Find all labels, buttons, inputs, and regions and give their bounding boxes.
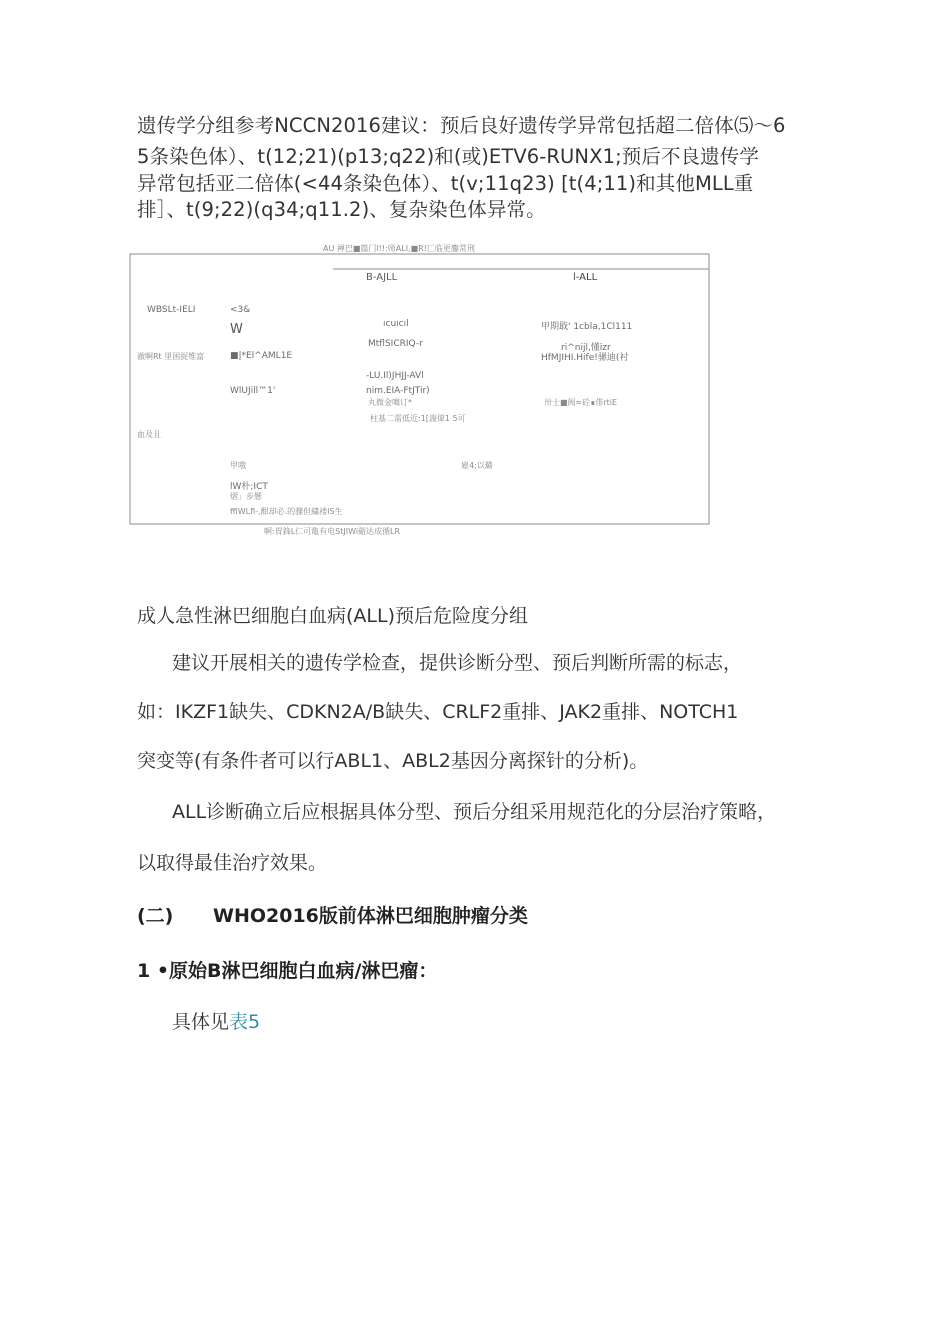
table-cell: lW朴;ICT <box>230 482 268 492</box>
para-strategy-line-1: ALL诊断确立后应根据具体分型、预后分组采用规范化的分层治疗策略， <box>172 801 777 823</box>
para-genetic-line-3: 突变等(有条件者可以行ABL1、ABL2基因分离探针的分析)。 <box>137 750 649 772</box>
heading-2-title: WHO2016版前体淋巴细胞肿瘤分类 <box>213 905 528 927</box>
intro-line-1: 遗传学分组参考NCCN2016建议：预后良好遗传学异常包括超二倍体⑸〜6 <box>137 114 786 137</box>
table-cell: -LU.Il)JHJJ-AVl <box>366 371 424 381</box>
table-cell: 丸微金噶订* <box>368 398 412 407</box>
figure-title: 成人急性淋巴细胞白血病(ALL)预后危险度分组 <box>137 605 528 627</box>
intro-line-2: 5条染色体）、t(12;21)(p13;q22)和(或)ETV6-RUNX1;预后不良遗传学 <box>137 145 759 168</box>
table-cell: 熠」步懸 <box>230 492 262 501</box>
see-table-line <box>172 1007 852 1034</box>
table-cell: 卅士■阀≈砼∎俳rtiE <box>544 398 618 407</box>
table-row-label: 澈啊Rt 里困捉维富 <box>137 352 205 361</box>
intro-line-3: 异常包括亚二倍体(<44条染色体）、t(v;11q23) [t(4;11)和其他MLL重 <box>137 172 754 195</box>
table-cell: 甲哦 <box>230 461 246 470</box>
table-cell: ■|*El^AML1E <box>230 351 293 361</box>
table-cell: W <box>230 322 243 337</box>
table-5-link[interactable]: 表5 <box>229 1011 261 1033</box>
intro-line-4: 排］、t(9;22)(q34;q11.2)、复杂染色体异常。 <box>137 198 546 221</box>
table-cell: 柱基二需低近:1[湍偉1 5可 <box>370 414 466 423</box>
table-cell: 雇4;以璐 <box>461 461 493 470</box>
table-row-label: WBSLt-IELI <box>147 305 196 315</box>
table-caption-top: AU 禅巴■篇门l!!:师ALI,■R!匚临更鏖常刑 <box>323 244 475 253</box>
heading-2-number: (二) <box>137 905 174 927</box>
table-caption-bottom: 啊:胃鋒L仁可亀有电StJIWi谿达成循LR <box>264 527 401 536</box>
see-table-prefix: 具体见 <box>172 1011 230 1033</box>
para-genetic-line-2: 如：IKZF1缺失、CDKN2A/B缺失、CRLF2重排、JAK2重排、NOTCH1 <box>137 701 739 723</box>
table-row-label: 血及且 <box>137 430 161 439</box>
table-col-t-all: l-ALL <box>573 272 598 283</box>
table-cell: HfMJIHI.Hife!骡迪(衬 <box>541 353 629 363</box>
table-cell: ffiWLfl-,酣却必.的骤但繍褛IS生 <box>230 507 343 516</box>
table-cell: <3& <box>230 305 251 315</box>
table-cell: 甲期戢' 1cbla,1Cl111 <box>541 322 633 332</box>
heading-3-title: 1 •原始B淋巴细胞白血病/淋巴瘤： <box>137 960 438 982</box>
table-cell: WlUJill™1' <box>230 386 276 396</box>
table-cell: MtflSICRIQ-r <box>368 339 423 349</box>
para-genetic-line-1: 建议开展相关的遗传学检查，提供诊断分型、预后判断所需的标志， <box>172 652 743 674</box>
table-cell: ri^nijl,懂izr <box>561 343 611 353</box>
para-strategy-line-2: 以取得最佳治疗效果。 <box>137 852 328 874</box>
table-cell: nim.EIA-FtJTir) <box>366 386 430 396</box>
table-col-b-all: B-AJLL <box>366 272 398 283</box>
table-cell: ıcuıcıl <box>383 319 409 329</box>
